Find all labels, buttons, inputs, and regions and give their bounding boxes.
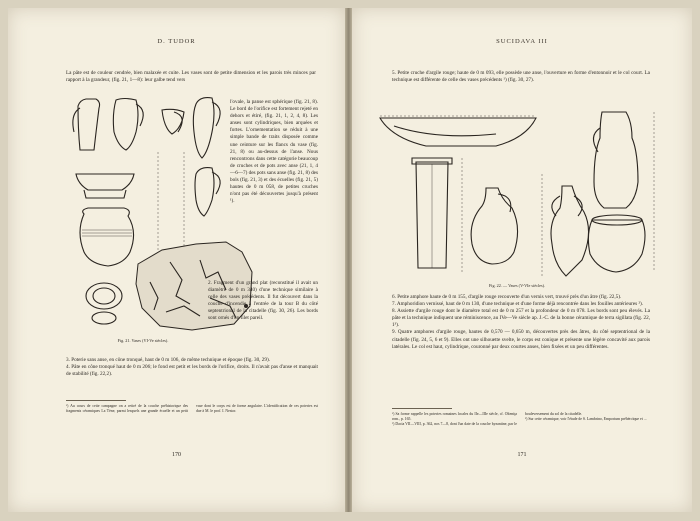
figure-21-caption: Fig. 21. Vases (VI-Ve siècles).: [117, 338, 169, 343]
right-body-paragraphs: 6. Petite amphore haute de 0 m 155, d'argile rouge recouverte d'un vernis vert, trouvé près d'un âtre (fig. 22,5). 7. Amphoridion vernissé, haut de 0 m 130, d'une technique et d'une forme déjà rencontrée dans les fouilles antérieures ²). 8. Assiette d'argile rouge dont le diamètre total est de 0 m 257 et la profondeur de 0 m 078. Les bords sont peu élevés. La pâte et la technique indiquent une réminiscence, au IVe—Ve siècle ap. J.-C. de la bonne céramique de terra sigillata (fig. 22, 1³). 9. Quatre amphores d'argile rouge, hautes de 0,570 — 0,650 m, découvertes près des âtres, du côté septentrional de la citadelle (fig. 24, 5, 6 et 9). Elles ont une silhouette svelte, le corps est conique et présente une légère concavité aux parois latérales. Le col est haut, cylindrique, couronné par deux courtes anses, bien fixées et un peu différentes.: [392, 294, 650, 350]
right-intro-paragraph: 5. Petite cruche d'argile rouge; haute de 0 m 093, elle possède une anse, l'ouverture en forme d'entonnoir et le col court. La technique est différente de celle des vases précédents ¹) (fig. 30, 27).: [392, 70, 650, 84]
left-fragment-paragraph: 2. Fragment d'un grand plat (reconstitué il avait un diamètre de 0 m 340) d'une technique similaire à celle des vases précédents. Il fut découvert dans la couche d'incendie à l'entrée de la tour B du côté septentrional de la citadelle (fig. 30, 26). Les bords sont ornés d'un filet pareil.: [208, 280, 318, 322]
running-head-left: D. TUDOR: [157, 38, 196, 45]
right-footnotes: ¹) Sa forme rappelle les poteries romaines locales du IIe—IIIe siècle, cf. Olteniţa rom., p. 165. ²) Dacia VII—VIII, p. 362, nos 7—8, dont l'un date de la couche byzantine, par le bouleversement du sol de la citadelle. ³) Sur cette céramique, voir l'étude de S. Lambrino, Emporium préhéroïque et ...: [392, 412, 647, 427]
left-page: [8, 8, 345, 512]
left-side-paragraph: l'ovale, la panse est sphérique (fig. 21, 8). Le bord de l'orifice est fortement rejeté en dehors et étiré, (fig. 21, 1, 2, 4, 8). Les anses sont cylindriques, bien arquées et fortes. L'ornementation se réduit à une simple bande de traits disposée comme une ceinture sur les flancs du vase (fig. 21, 8) ou au-dessus de l'anse. Nous rencontrons dans cette catégorie beaucoup de cruches et de pots avec anse (21, 1, 4—6—7) des pots sans anse (fig. 21, 8) des bols (fig. 21, 3) et des écuelles (fig. 21, 5) hautes de 0 m 058, de petites cruches n'ont pas été découvertes jusqu'à présent ¹).: [230, 99, 318, 205]
footnote-rule-left: [66, 400, 126, 401]
figure-22-caption: Fig. 22. — Vases (V-VIe siècles).: [488, 283, 546, 288]
footnote-rule-right: [392, 408, 452, 409]
right-page-number: 171: [517, 452, 527, 458]
book-gutter: [345, 8, 352, 512]
left-body-paragraphs: 3. Poterie sans anse, en cône tronqué, haut de 0 m 106, de même technique et époque (fig. 30, 29). 4. Pâte en cône tronqué haut de 0 m 206; le fond est petit et les bords de l'orifice, droits. Il n'avait pas d'anse et manquait de stabilité (fig. 22,2).: [66, 357, 318, 378]
left-page-number: 170: [172, 452, 181, 458]
figure-22-drawings: [376, 104, 666, 282]
left-footnotes: ¹) Au cours de cette campagne on a retiré de la couche préhistorique des fragments céramiques La Tène, parmi lesquels une grande écuelle et un petit vase dont le corps est de forme angulaire. L'identification de ces poteries est due à M. le prof. I. Nestor.: [66, 404, 318, 414]
right-page: [352, 8, 692, 512]
running-head-right: SUCIDAVA III: [496, 38, 548, 45]
left-intro-paragraph: La pâte est de couleur cendrée, bien malaxée et cuite. Les vases sont de petite dimension et les parois très minces par rapport à la grandeur, (fig. 21, 1—8): leur galbe tend vers: [66, 70, 316, 84]
